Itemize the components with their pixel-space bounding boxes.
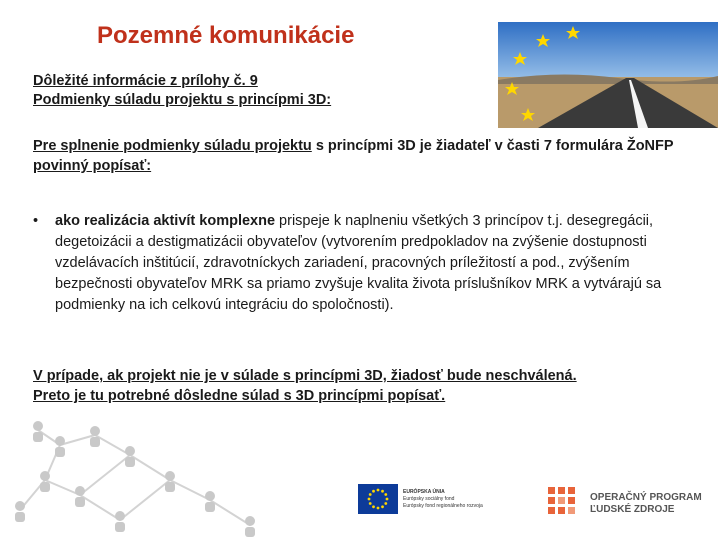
info-heading	[33, 72, 331, 110]
road-eu-photo	[498, 22, 718, 128]
eu-logo-text	[403, 489, 483, 510]
eu-line-1: Európsky sociálny fond	[403, 496, 455, 502]
bullet-body: prispeje k naplneniu všetkých 3 princípov t.j. desegregácii, degetoizácii a destigmatizácii obyvateľov (vytvorením predpokladov na zvýšenie dostupnosti vzdelávacích inštitúcií, zdravotníckych zariadení, pracovných príležitostí a pod., zvýšením bezpečnosti obyvateľov MRK sa priamo zvyšuje kvalita života príslušníkov MRK a vytvárajú sa podmienky na ich celkovú integráciu do spoločnosti).	[55, 213, 662, 313]
requirement-underlined: Pre splnenie podmienky súladu projektu	[33, 138, 312, 154]
requirement-paragraph	[33, 136, 703, 176]
op-line-1: OPERAČNÝ PROGRAM	[590, 492, 702, 503]
bullet-bold-lead: ako realizácia aktivít komplexne	[55, 213, 276, 229]
op-logo-icon	[548, 487, 584, 526]
people-network-graphic	[0, 400, 300, 540]
eu-flag-icon	[358, 484, 398, 519]
bullet-text	[55, 211, 701, 316]
requirement-end-underlined: povinný popísať:	[33, 158, 152, 174]
warning-line-2: Preto je tu potrebné dôsledne súlad s 3D princípmi popísať.	[33, 388, 446, 404]
requirement-plain: s princípmi 3D je žiadateľ v časti 7 formulára ŽoNFP	[311, 138, 674, 154]
eu-heading: EURÓPSKA ÚNIA	[403, 489, 445, 495]
eu-line-2: Európsky fond regionálneho rozvoja	[403, 503, 483, 509]
bullet-item	[33, 211, 701, 316]
op-logo-text	[590, 492, 702, 516]
info-line-1: Dôležité informácie z prílohy č. 9	[33, 73, 258, 89]
bullet-marker: •	[33, 213, 39, 229]
info-line-2: Podmienky súladu projektu s princípmi 3D:	[33, 92, 332, 108]
warning-line-1: V prípade, ak projekt nie je v súlade s princípmi 3D, žiadosť bude neschválená.	[33, 368, 577, 384]
page-title: Pozemné komunikácie	[97, 22, 355, 49]
op-line-2: ĽUDSKÉ ZDROJE	[590, 504, 675, 515]
